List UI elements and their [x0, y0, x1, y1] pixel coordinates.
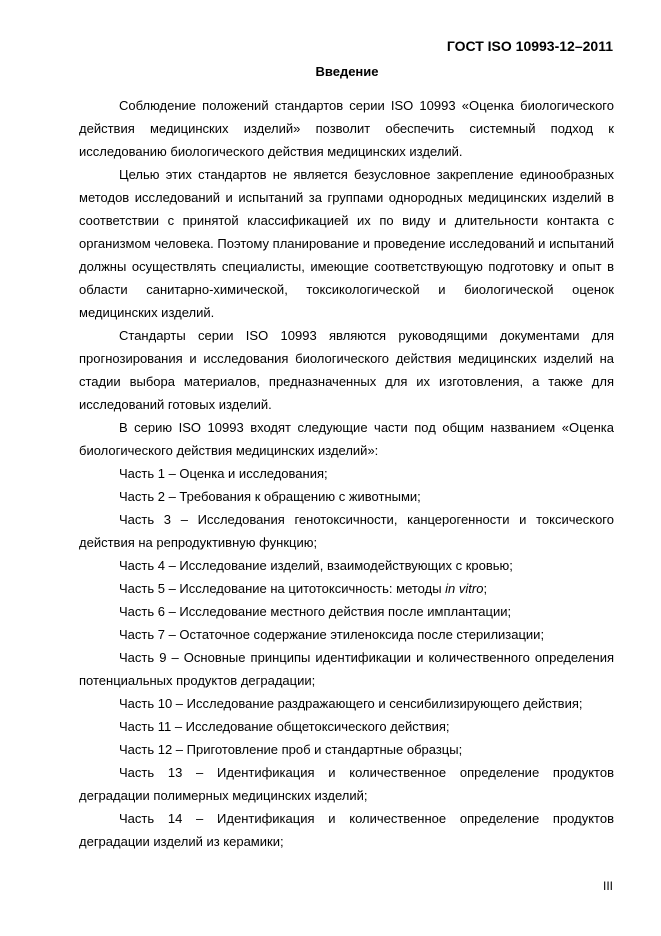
list-item-part-11: Часть 11 – Исследование общетоксического действия; [119, 719, 450, 734]
list-item-part-12: Часть 12 – Приготовление проб и стандартные образцы; [119, 742, 463, 757]
list-item-part-14: Часть 14 – Идентификация и количественное определение продуктов деградации изделий из керамики; [79, 811, 614, 849]
part-5-text: Часть 5 – Исследование на цитотоксичность: методы [119, 581, 442, 596]
list-item-part-10: Часть 10 – Исследование раздражающего и сенсибилизирующего действия; [119, 696, 583, 711]
list-item-part-7: Часть 7 – Остаточное содержание этиленоксида после стерилизации; [119, 627, 545, 642]
paragraph: Стандарты серии ISO 10993 являются руководящими документами для прогнозирования и исследования биологического действия медицинских изделий на стадии выбора материалов, предназначенных для их изготовления, а также для исследований готовых изделий. [79, 328, 614, 412]
list-item-part-3: Часть 3 – Исследования генотоксичности, канцерогенности и токсического действия на репродуктивную функцию; [79, 512, 614, 550]
list-item-part-4: Часть 4 – Исследование изделий, взаимодействующих с кровью; [119, 558, 513, 573]
list-item-part-9: Часть 9 – Основные принципы идентификации и количественного определения потенциальных продуктов деградации; [79, 650, 614, 688]
part-5-italic: in vitro [445, 581, 484, 596]
paragraph: В серию ISO 10993 входят следующие части под общим названием «Оценка биологического действия медицинских изделий»: [79, 420, 614, 458]
list-item-part-2: Часть 2 – Требования к обращению с животными; [119, 489, 421, 504]
body-text [79, 94, 614, 853]
section-title: Введение [315, 64, 379, 79]
part-5-end: ; [483, 581, 488, 596]
page-number: III [602, 879, 613, 893]
list-item-part-1: Часть 1 – Оценка и исследования; [119, 466, 328, 481]
list-item-part-13: Часть 13 – Идентификация и количественное определение продуктов деградации полимерных медицинских изделий; [79, 765, 614, 803]
paragraph: Соблюдение положений стандартов серии ISO 10993 «Оценка биологического действия медицинских изделий» позволит обеспечить системный подход к исследованию биологического действия медицинских изделий. [79, 98, 614, 159]
list-item-part-5 [79, 577, 614, 600]
paragraph: Целью этих стандартов не является безусловное закрепление единообразных методов исследований и испытаний за группами однородных медицинских изделий в соответствии с принятой классификацией их по виду и длительности контакта с организмом человека. Поэтому планирование и проведение исследований и испытаний должны осуществлять специалисты, имеющие соответствующую подготовку и опыт в области санитарно-химической, токсикологической и биологической оценок медицинских изделий. [79, 167, 614, 320]
list-item-part-6: Часть 6 – Исследование местного действия после имплантации; [119, 604, 512, 619]
document-code: ГОСТ ISO 10993-12–2011 [446, 38, 613, 54]
